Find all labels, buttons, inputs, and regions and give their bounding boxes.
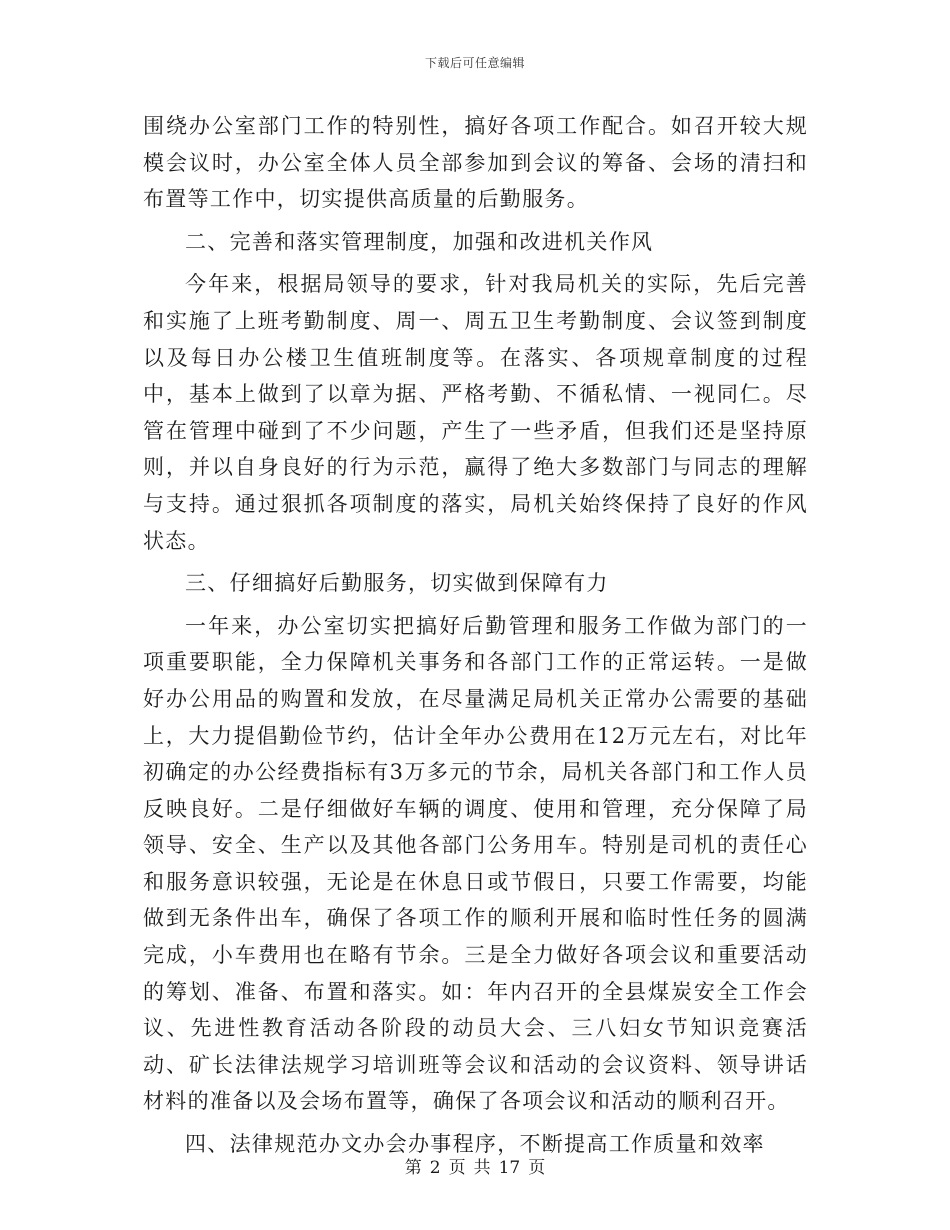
page-number-footer bbox=[0, 1153, 950, 1178]
section-heading-3: 三、仔细搞好后勤服务，切实做到保障有力 bbox=[185, 571, 609, 596]
header-note: 下载后可任意编辑 bbox=[424, 56, 525, 70]
footer-label-total-unit: 页 bbox=[528, 1158, 546, 1178]
paragraph: 今年来，根据局领导的要求，针对我局机关的实际，先后完善和实施了上班考勤制度、周一、周五卫生考勤制度、会议签到制度以及每日办公楼卫生值班制度等。在落实、各项规章制度的过程中，基本上做到了以章为据、严格考勤、不循私情、一视同仁。尽管在管理中碰到了不少问题，产生了一些矛盾，但我们还是坚持原则，并以自身良好的行为示范，赢得了绝大多数部门与同志的理解与支持。通过狠抓各项制度的落实，局机关始终保持了良好的作风状态。 bbox=[143, 272, 808, 553]
footer-label-page: 第 bbox=[404, 1158, 422, 1178]
footer-current-page: 2 bbox=[429, 1158, 441, 1178]
footer-label-total: 共 bbox=[473, 1158, 491, 1178]
section-heading-4: 四、法律规范办文办会办事程序，不断提高工作质量和效率 bbox=[185, 1132, 765, 1157]
paragraph: 围绕办公室部门工作的特别性，搞好各项工作配合。如召开较大规模会议时，办公室全体人员全部参加到会议的筹备、会场的清扫和布置等工作中，切实提供高质量的后勤服务。 bbox=[143, 114, 808, 212]
footer-total-pages: 17 bbox=[498, 1158, 521, 1178]
document-body bbox=[143, 108, 808, 1169]
footer-label-page-unit: 页 bbox=[448, 1158, 466, 1178]
section-heading-2: 二、完善和落实管理制度，加强和改进机关作风 bbox=[185, 229, 654, 254]
paragraph: 一年来，办公室切实把搞好后勤管理和服务工作做为部门的一项重要职能，全力保障机关事务和各部门工作的正常运转。一是做好办公用品的购置和发放，在尽量满足局机关正常办公需要的基础上，大力提倡勤俭节约，估计全年办公费用在12万元左右，对比年初确定的办公经费指标有3万多元的节余，局机关各部门和工作人员反映良好。二是仔细做好车辆的调度、使用和管理，充分保障了局领导、安全、生产以及其他各部门公务用车。特别是司机的责任心和服务意识较强，无论是在休息日或节假日，只要工作需要，均能做到无条件出车，确保了各项工作的顺利开展和临时性任务的圆满完成，小车费用也在略有节余。三是全力做好各项会议和重要活动的筹划、准备、布置和落实。如：年内召开的全县煤炭安全工作会议、先进性教育活动各阶段的动员大会、三八妇女节知识竞赛活动、矿长法律法规学习培训班等会议和活动的会议资料、领导讲话材料的准备以及会场布置等，确保了各项会议和活动的顺利召开。 bbox=[143, 613, 808, 1114]
